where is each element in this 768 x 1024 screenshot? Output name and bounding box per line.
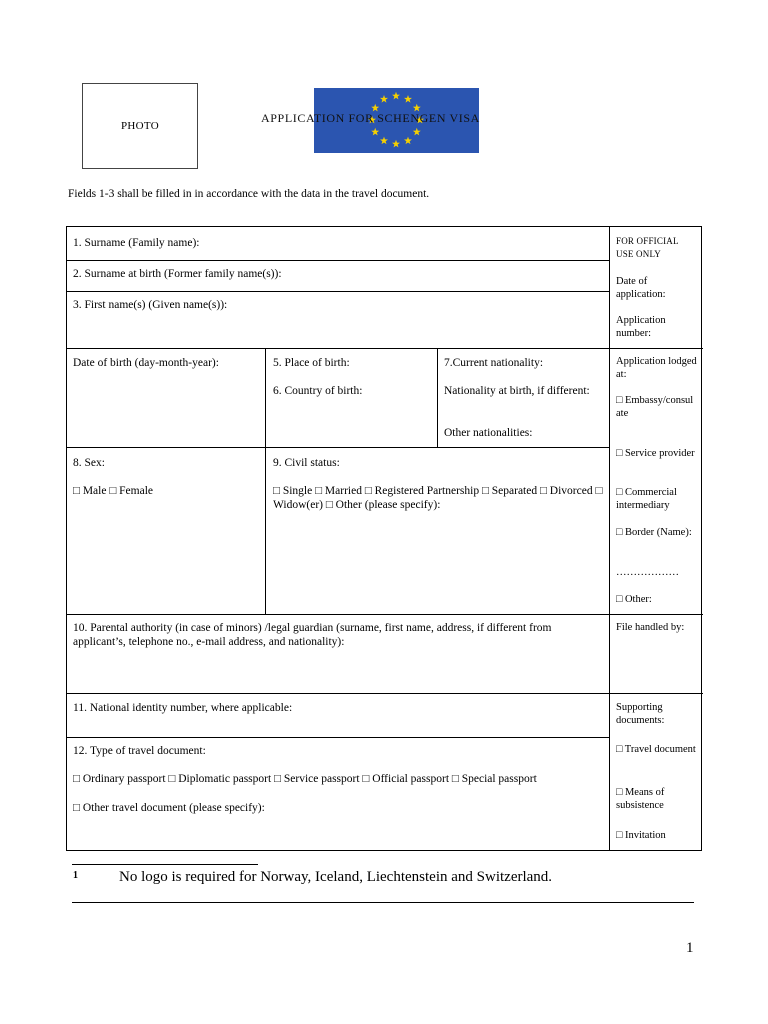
official-border-dots: ……………… (616, 567, 679, 578)
field-other-nationalities[interactable]: Other nationalities: (444, 427, 533, 439)
flag-star-icon (371, 128, 379, 136)
form-title: APPLICATION FOR SCHENGEN VISA (261, 111, 480, 125)
field-surname[interactable]: 1. Surname (Family name): (73, 237, 200, 249)
application-form-table (66, 226, 702, 851)
field-first-names[interactable]: 3. First name(s) (Given name(s)): (73, 299, 228, 311)
flag-star-icon (404, 95, 412, 103)
civil-status-options[interactable]: □ Single □ Married □ Registered Partnership □ Separated □ Divorced □ Widow(er) □ Other (please specify): (273, 485, 603, 511)
page-number: 1 (686, 940, 694, 956)
flag-star-icon (380, 95, 388, 103)
field-civil-status: 9. Civil status: (273, 457, 340, 469)
field-date-of-birth[interactable]: Date of birth (day-month-year): (73, 357, 219, 369)
official-border-checkbox[interactable]: □ Border (Name): (616, 527, 692, 538)
official-application-number: Application number: (616, 315, 666, 339)
field-country-of-birth[interactable]: 6. Country of birth: (273, 385, 363, 397)
official-other-checkbox[interactable]: □ Other: (616, 594, 652, 605)
flag-star-icon (404, 137, 412, 145)
official-commercial-checkbox[interactable]: □ Commercial intermediary (616, 487, 677, 511)
official-service-provider-checkbox[interactable]: □ Service provider (616, 448, 695, 459)
field-national-id[interactable]: 11. National identity number, where applicable: (73, 702, 293, 714)
photo-box (82, 83, 198, 169)
field-nationality-at-birth[interactable]: Nationality at birth, if different: (444, 385, 590, 397)
official-supporting-documents: Supporting documents: (616, 702, 665, 726)
official-embassy-checkbox[interactable]: □ Embassy/consulate (616, 395, 694, 419)
sex-options[interactable]: □ Male □ Female (73, 485, 153, 497)
other-travel-document[interactable]: □ Other travel document (please specify): (73, 802, 265, 814)
official-use-header: FOR OFFICIAL USE ONLY (616, 236, 679, 259)
field-place-of-birth[interactable]: 5. Place of birth: (273, 357, 350, 369)
intro-text: Fields 1-3 shall be filled in in accordance with the data in the travel document. (68, 188, 430, 200)
field-surname-at-birth[interactable]: 2. Surname at birth (Former family name(s)): (73, 268, 282, 280)
field-sex: 8. Sex: (73, 457, 105, 469)
footnote-separator (72, 864, 258, 865)
flag-star-icon (380, 137, 388, 145)
official-date-of-application: Date of application: (616, 276, 666, 300)
official-file-handled-by: File handled by: (616, 622, 685, 633)
footnote-text: No logo is required for Norway, Iceland, Liechtenstein and Switzerland. (119, 869, 553, 885)
field-travel-document-type: 12. Type of travel document: (73, 745, 206, 757)
official-lodged-at: Application lodged at: (616, 356, 697, 380)
field-parental-authority[interactable]: 10. Parental authority (in case of minors) /legal guardian (surname, first name, address, if different from applicant’s, telephone no., e-mail address, and nationality): (73, 622, 552, 648)
footnote-mark: 1 (73, 870, 78, 881)
travel-document-options[interactable]: □ Ordinary passport □ Diplomatic passport □ Service passport □ Official passport □ Special passport (73, 773, 537, 785)
photo-label: PHOTO (121, 120, 159, 132)
field-current-nationality[interactable]: 7.Current nationality: (444, 357, 544, 369)
flag-star-icon (413, 128, 421, 136)
flag-star-icon (392, 140, 400, 148)
official-means-of-subsistence-checkbox[interactable]: □ Means of subsistence (616, 787, 665, 811)
official-travel-document-checkbox[interactable]: □ Travel document (616, 744, 696, 755)
official-invitation-checkbox[interactable]: □ Invitation (616, 830, 666, 841)
bottom-rule (72, 902, 694, 903)
flag-star-icon (392, 92, 400, 100)
